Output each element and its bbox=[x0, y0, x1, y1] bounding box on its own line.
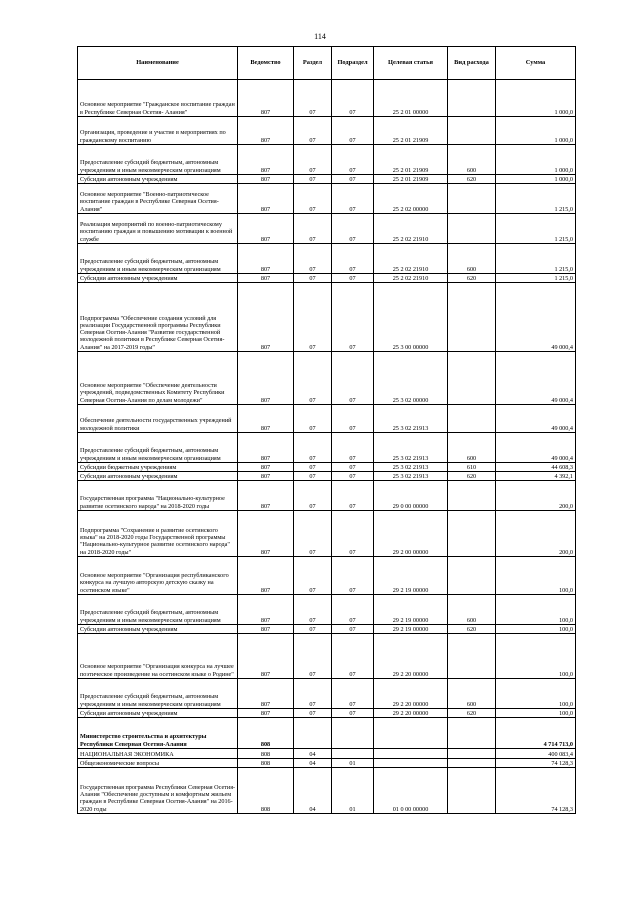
cell-sum: 100,0 bbox=[496, 634, 576, 679]
cell-target-article: 25 2 01 21909 bbox=[374, 145, 448, 175]
table-row bbox=[78, 244, 576, 274]
cell-department: 807 bbox=[238, 625, 294, 634]
cell-subsection: 07 bbox=[332, 352, 374, 405]
cell-sum: 200,0 bbox=[496, 511, 576, 557]
cell-expense-type bbox=[448, 80, 496, 117]
cell-section: 07 bbox=[294, 625, 332, 634]
table-row bbox=[78, 749, 576, 759]
cell-name: Субсидии автономным учреждениям bbox=[78, 274, 238, 283]
cell-subsection: 07 bbox=[332, 511, 374, 557]
table-row bbox=[78, 175, 576, 184]
cell-section: 07 bbox=[294, 283, 332, 352]
cell-name: Общеэкономические вопросы bbox=[78, 759, 238, 768]
cell-sum: 49 000,4 bbox=[496, 433, 576, 463]
cell-expense-type bbox=[448, 749, 496, 759]
cell-target-article: 29 2 20 00000 bbox=[374, 679, 448, 709]
cell-target-article: 25 2 02 00000 bbox=[374, 184, 448, 214]
cell-sum: 1 215,0 bbox=[496, 214, 576, 244]
cell-department: 807 bbox=[238, 511, 294, 557]
table-row bbox=[78, 352, 576, 405]
table-row bbox=[78, 117, 576, 145]
cell-name: Обеспечение деятельности государственных учреждений молодежной политики bbox=[78, 405, 238, 433]
cell-name: Субсидии автономным учреждениям bbox=[78, 625, 238, 634]
cell-target-article: 29 2 19 00000 bbox=[374, 595, 448, 625]
table-row bbox=[78, 511, 576, 557]
cell-sum: 4 392,1 bbox=[496, 472, 576, 481]
cell-name: Субсидии автономным учреждениям bbox=[78, 709, 238, 718]
table-row bbox=[78, 214, 576, 244]
table-row bbox=[78, 274, 576, 283]
cell-sum: 100,0 bbox=[496, 679, 576, 709]
cell-expense-type: 610 bbox=[448, 463, 496, 472]
cell-target-article: 29 2 19 00000 bbox=[374, 557, 448, 595]
cell-subsection: 07 bbox=[332, 625, 374, 634]
cell-expense-type bbox=[448, 481, 496, 511]
cell-subsection: 01 bbox=[332, 768, 374, 814]
cell-sum: 44 608,3 bbox=[496, 463, 576, 472]
cell-subsection: 07 bbox=[332, 679, 374, 709]
header-sum: Сумма bbox=[496, 47, 576, 80]
cell-section: 07 bbox=[294, 481, 332, 511]
cell-expense-type bbox=[448, 634, 496, 679]
cell-subsection: 07 bbox=[332, 472, 374, 481]
cell-expense-type bbox=[448, 214, 496, 244]
table-row bbox=[78, 679, 576, 709]
cell-subsection: 07 bbox=[332, 634, 374, 679]
cell-expense-type: 600 bbox=[448, 679, 496, 709]
cell-name: Предоставление субсидий бюджетным, автономным учреждениям и иным некоммерческим организациям bbox=[78, 145, 238, 175]
cell-department: 807 bbox=[238, 481, 294, 511]
cell-subsection: 07 bbox=[332, 145, 374, 175]
table-row bbox=[78, 283, 576, 352]
cell-name: Государственная программа "Национально-культурное развитие осетинского народа" на 2018-2020 годы bbox=[78, 481, 238, 511]
cell-target-article: 25 2 02 21910 bbox=[374, 244, 448, 274]
table-row bbox=[78, 709, 576, 718]
cell-sum: 49 000,4 bbox=[496, 352, 576, 405]
cell-target-article: 25 3 02 21913 bbox=[374, 433, 448, 463]
cell-section: 07 bbox=[294, 405, 332, 433]
cell-sum: 1 000,0 bbox=[496, 80, 576, 117]
table-row bbox=[78, 625, 576, 634]
cell-section: 04 bbox=[294, 759, 332, 768]
cell-expense-type: 620 bbox=[448, 274, 496, 283]
cell-target-article bbox=[374, 749, 448, 759]
cell-name: Основное мероприятие "Обеспечение деятельности учреждений, подведомственных Комитету Республики Северная Осетия-Алания по делам молодежи" bbox=[78, 352, 238, 405]
cell-section: 07 bbox=[294, 433, 332, 463]
header-section: Раздел bbox=[294, 47, 332, 80]
cell-target-article: 25 2 02 21910 bbox=[374, 214, 448, 244]
cell-name: Субсидии автономным учреждениям bbox=[78, 175, 238, 184]
cell-name: Реализация мероприятий по военно-патриотическому воспитанию граждан и повышению мотивации к военной службе bbox=[78, 214, 238, 244]
cell-subsection: 07 bbox=[332, 595, 374, 625]
cell-expense-type: 600 bbox=[448, 244, 496, 274]
cell-name: Основное мероприятие "Гражданское воспитание граждан в Республике Северная Осетия- Алания" bbox=[78, 80, 238, 117]
cell-name: Предоставление субсидий бюджетным, автономным учреждениям и иным некоммерческим организациям bbox=[78, 595, 238, 625]
table-row bbox=[78, 718, 576, 749]
cell-target-article: 29 2 20 00000 bbox=[374, 709, 448, 718]
cell-department: 807 bbox=[238, 274, 294, 283]
cell-section: 07 bbox=[294, 244, 332, 274]
cell-department: 807 bbox=[238, 557, 294, 595]
cell-sum: 74 128,3 bbox=[496, 759, 576, 768]
cell-sum: 74 128,3 bbox=[496, 768, 576, 814]
cell-target-article: 25 2 01 00000 bbox=[374, 80, 448, 117]
cell-target-article: 29 2 00 00000 bbox=[374, 511, 448, 557]
cell-sum: 100,0 bbox=[496, 557, 576, 595]
cell-expense-type bbox=[448, 511, 496, 557]
cell-department: 807 bbox=[238, 433, 294, 463]
cell-section: 07 bbox=[294, 184, 332, 214]
cell-department: 807 bbox=[238, 709, 294, 718]
table-row bbox=[78, 759, 576, 768]
cell-target-article: 25 3 00 00000 bbox=[374, 283, 448, 352]
cell-department: 807 bbox=[238, 595, 294, 625]
cell-section: 07 bbox=[294, 472, 332, 481]
cell-department: 807 bbox=[238, 214, 294, 244]
cell-expense-type: 620 bbox=[448, 175, 496, 184]
table-row bbox=[78, 463, 576, 472]
cell-sum: 1 000,0 bbox=[496, 117, 576, 145]
cell-sum: 1 000,0 bbox=[496, 145, 576, 175]
cell-target-article: 29 2 19 00000 bbox=[374, 625, 448, 634]
cell-expense-type: 600 bbox=[448, 433, 496, 463]
cell-name: Предоставление субсидий бюджетным, автономным учреждениям и иным некоммерческим организациям bbox=[78, 244, 238, 274]
table-row bbox=[78, 634, 576, 679]
cell-expense-type bbox=[448, 718, 496, 749]
cell-section: 07 bbox=[294, 463, 332, 472]
cell-sum: 100,0 bbox=[496, 709, 576, 718]
cell-name: Предоставление субсидий бюджетным, автономным учреждениям и иным некоммерческим организациям bbox=[78, 679, 238, 709]
cell-department: 807 bbox=[238, 472, 294, 481]
table-header-row bbox=[78, 47, 576, 80]
table-row bbox=[78, 80, 576, 117]
cell-subsection: 07 bbox=[332, 117, 374, 145]
cell-sum: 4 714 713,0 bbox=[496, 718, 576, 749]
cell-subsection: 07 bbox=[332, 433, 374, 463]
cell-department: 808 bbox=[238, 759, 294, 768]
cell-subsection: 07 bbox=[332, 175, 374, 184]
cell-sum: 200,0 bbox=[496, 481, 576, 511]
cell-department: 807 bbox=[238, 679, 294, 709]
cell-sum: 100,0 bbox=[496, 625, 576, 634]
cell-section: 07 bbox=[294, 214, 332, 244]
cell-sum: 1 215,0 bbox=[496, 244, 576, 274]
cell-department: 807 bbox=[238, 145, 294, 175]
cell-name: Государственная программа Республики Северная Осетия-Алания "Обеспечение доступным и комфортным жильем граждан в Республике Северная Осетия-Алания" на 2016-2020 годы bbox=[78, 768, 238, 814]
cell-target-article: 25 2 01 21909 bbox=[374, 117, 448, 145]
cell-department: 807 bbox=[238, 634, 294, 679]
cell-sum: 49 000,4 bbox=[496, 283, 576, 352]
cell-subsection: 07 bbox=[332, 557, 374, 595]
cell-target-article: 29 0 00 00000 bbox=[374, 481, 448, 511]
cell-target-article: 25 3 02 21913 bbox=[374, 472, 448, 481]
cell-section: 07 bbox=[294, 709, 332, 718]
cell-expense-type: 620 bbox=[448, 709, 496, 718]
budget-table bbox=[77, 46, 576, 814]
cell-target-article: 25 3 02 21913 bbox=[374, 405, 448, 433]
cell-department: 807 bbox=[238, 117, 294, 145]
header-department: Ведомство bbox=[238, 47, 294, 80]
cell-section: 07 bbox=[294, 80, 332, 117]
cell-department: 808 bbox=[238, 718, 294, 749]
header-target-article: Целевая статья bbox=[374, 47, 448, 80]
cell-subsection: 07 bbox=[332, 709, 374, 718]
cell-sum: 1 000,0 bbox=[496, 175, 576, 184]
table-row bbox=[78, 145, 576, 175]
cell-name: Основное мероприятие "Военно-патриотическое воспитание граждан в Республике Северная Осетия- Алания" bbox=[78, 184, 238, 214]
cell-target-article: 01 0 00 00000 bbox=[374, 768, 448, 814]
cell-name: Субсидии бюджетным учреждениям bbox=[78, 463, 238, 472]
cell-expense-type bbox=[448, 184, 496, 214]
cell-department: 807 bbox=[238, 352, 294, 405]
cell-target-article bbox=[374, 718, 448, 749]
table-row bbox=[78, 433, 576, 463]
cell-expense-type bbox=[448, 557, 496, 595]
cell-subsection: 07 bbox=[332, 80, 374, 117]
cell-section: 07 bbox=[294, 634, 332, 679]
table-row bbox=[78, 557, 576, 595]
cell-department: 807 bbox=[238, 175, 294, 184]
cell-expense-type: 620 bbox=[448, 625, 496, 634]
cell-expense-type bbox=[448, 405, 496, 433]
table-body bbox=[78, 80, 576, 814]
cell-expense-type bbox=[448, 352, 496, 405]
cell-subsection: 07 bbox=[332, 481, 374, 511]
cell-department: 807 bbox=[238, 405, 294, 433]
cell-section: 07 bbox=[294, 595, 332, 625]
cell-name: Министерство строительства и архитектуры Республики Северная Осетия-Алания bbox=[78, 718, 238, 749]
cell-subsection: 07 bbox=[332, 244, 374, 274]
cell-subsection bbox=[332, 749, 374, 759]
cell-department: 808 bbox=[238, 768, 294, 814]
table-row bbox=[78, 481, 576, 511]
table-row bbox=[78, 768, 576, 814]
cell-sum: 49 000,4 bbox=[496, 405, 576, 433]
cell-section: 07 bbox=[294, 352, 332, 405]
cell-sum: 100,0 bbox=[496, 595, 576, 625]
cell-section: 07 bbox=[294, 274, 332, 283]
cell-target-article: 25 3 02 00000 bbox=[374, 352, 448, 405]
cell-department: 807 bbox=[238, 184, 294, 214]
cell-target-article: 25 3 02 21913 bbox=[374, 463, 448, 472]
cell-department: 807 bbox=[238, 80, 294, 117]
cell-name: Субсидии автономным учреждениям bbox=[78, 472, 238, 481]
cell-section: 07 bbox=[294, 511, 332, 557]
cell-sum: 1 215,0 bbox=[496, 274, 576, 283]
table-row bbox=[78, 595, 576, 625]
cell-section: 07 bbox=[294, 175, 332, 184]
cell-department: 807 bbox=[238, 283, 294, 352]
cell-subsection: 07 bbox=[332, 184, 374, 214]
cell-name: Предоставление субсидий бюджетным, автономным учреждениям и иным некоммерческим организациям bbox=[78, 433, 238, 463]
cell-department: 808 bbox=[238, 749, 294, 759]
cell-department: 807 bbox=[238, 244, 294, 274]
cell-target-article bbox=[374, 759, 448, 768]
cell-expense-type bbox=[448, 768, 496, 814]
cell-subsection bbox=[332, 718, 374, 749]
table-row bbox=[78, 472, 576, 481]
cell-name: НАЦИОНАЛЬНАЯ ЭКОНОМИКА bbox=[78, 749, 238, 759]
cell-name: Основное мероприятие "Организация республиканского конкурса на лучшую авторскую детскую сказку на осетинском языке" bbox=[78, 557, 238, 595]
cell-section: 04 bbox=[294, 749, 332, 759]
cell-sum: 400 083,4 bbox=[496, 749, 576, 759]
cell-expense-type: 620 bbox=[448, 472, 496, 481]
cell-section: 04 bbox=[294, 768, 332, 814]
cell-subsection: 07 bbox=[332, 405, 374, 433]
cell-name: Организация, проведение и участие в мероприятиях по гражданскому воспитанию bbox=[78, 117, 238, 145]
cell-expense-type: 600 bbox=[448, 595, 496, 625]
cell-subsection: 07 bbox=[332, 283, 374, 352]
cell-name: Подпрограмма "Сохранение и развитие осетинского языка" на 2018-2020 годы Государственной программы "Национально-культурное развитие осетинского народа" на 2018-2020 годы" bbox=[78, 511, 238, 557]
table-row bbox=[78, 405, 576, 433]
header-subsection: Подраздел bbox=[332, 47, 374, 80]
cell-section: 07 bbox=[294, 145, 332, 175]
cell-department: 807 bbox=[238, 463, 294, 472]
cell-section: 07 bbox=[294, 117, 332, 145]
header-name: Наименование bbox=[78, 47, 238, 80]
cell-target-article: 29 2 20 00000 bbox=[374, 634, 448, 679]
cell-name: Подпрограмма "Обеспечение создания условий для реализации Государственной программы Республики Северная Осетия-Алания "Развитие государственной молодежной политики в Республике Северная Осетия-Алания" на 2017-2019 годы" bbox=[78, 283, 238, 352]
cell-target-article: 25 2 02 21910 bbox=[374, 274, 448, 283]
page-number: 114 bbox=[314, 32, 326, 41]
cell-section bbox=[294, 718, 332, 749]
cell-expense-type bbox=[448, 283, 496, 352]
cell-section: 07 bbox=[294, 679, 332, 709]
cell-expense-type bbox=[448, 759, 496, 768]
cell-subsection: 07 bbox=[332, 214, 374, 244]
cell-subsection: 01 bbox=[332, 759, 374, 768]
cell-expense-type bbox=[448, 117, 496, 145]
cell-section: 07 bbox=[294, 557, 332, 595]
table-row bbox=[78, 184, 576, 214]
cell-sum: 1 215,0 bbox=[496, 184, 576, 214]
cell-target-article: 25 2 01 21909 bbox=[374, 175, 448, 184]
cell-subsection: 07 bbox=[332, 463, 374, 472]
cell-subsection: 07 bbox=[332, 274, 374, 283]
cell-expense-type: 600 bbox=[448, 145, 496, 175]
header-expense-type: Вид расхода bbox=[448, 47, 496, 80]
cell-name: Основное мероприятие "Организация конкурса на лучшее поэтическое произведение на осетинском языке о Родине" bbox=[78, 634, 238, 679]
